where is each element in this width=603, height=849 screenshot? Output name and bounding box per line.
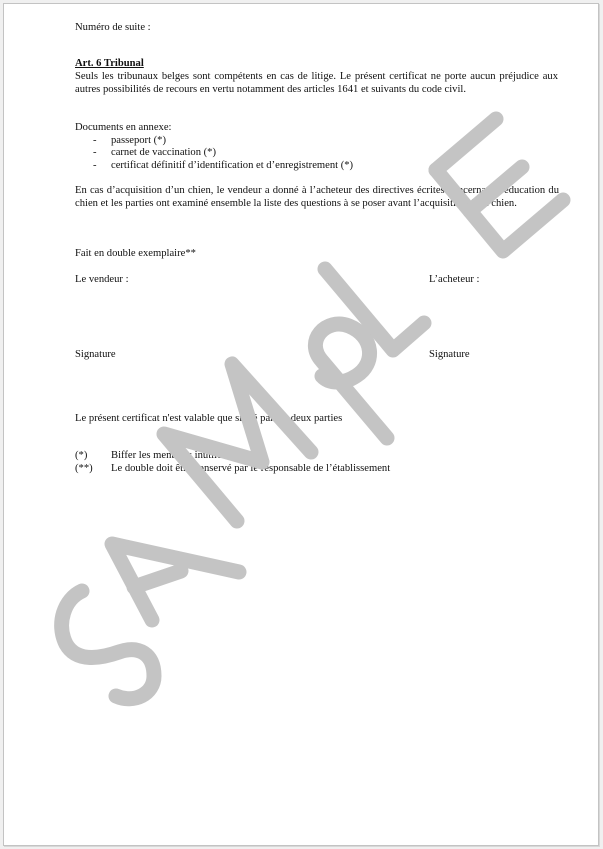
document-page [3, 3, 599, 846]
duplicate-note: Fait en double exemplaire** [75, 248, 196, 259]
list-item: passeport (*) [111, 135, 167, 146]
list-item: carnet de vaccination (*) [111, 147, 216, 158]
footnote-marker: (**) [75, 463, 93, 474]
seller-label: Le vendeur : [75, 274, 129, 285]
seller-signature: Signature [75, 349, 116, 360]
annexes-heading: Documents en annexe: [75, 122, 172, 133]
watermark-letter-a [112, 544, 239, 620]
list-bullet: - [93, 147, 97, 158]
footnote-text: Le double doit être conservé par le responsable de l’établissement [111, 463, 391, 474]
list-bullet: - [93, 160, 97, 171]
watermark-letter-l [325, 269, 424, 350]
watermark-letter-m [164, 364, 311, 521]
list-bullet: - [93, 135, 97, 146]
watermark-letter-e [436, 170, 563, 251]
acquisition-paragraph: En cas d’acquisition d’un chien, le vendeur a donné à l’acheteur des directives écrites concernant l’éducation du chien et les parties ont examiné ensemble la liste des questions à se poser avant l’acquisition d’un chien. [75, 185, 559, 209]
validity-note: Le présent certificat n'est valable que signé par les deux parties [75, 413, 343, 424]
footnote-marker: (*) [75, 450, 88, 461]
list-item: certificat définitif d’identification et d’enregistrement (*) [111, 160, 354, 171]
footnote-text: Biffer les mentions inutiles [111, 450, 226, 461]
article-body: Seuls les tribunaux belges sont compétents en cas de litige. Le présent certificat ne porte aucun préjudice aux autres possibilités de recours en vertu notamment des articles 1641 et suivants du code civil. [75, 71, 558, 95]
watermark-letter-e-top [436, 119, 496, 170]
article-title: Art. 6 Tribunal [75, 58, 144, 69]
buyer-signature: Signature [429, 349, 470, 360]
watermark-letter-s [62, 591, 154, 699]
buyer-label: L’acheteur : [429, 274, 480, 285]
watermark-letter-a-bar [134, 571, 181, 587]
sequence-number-label: Numéro de suite : [75, 22, 151, 33]
